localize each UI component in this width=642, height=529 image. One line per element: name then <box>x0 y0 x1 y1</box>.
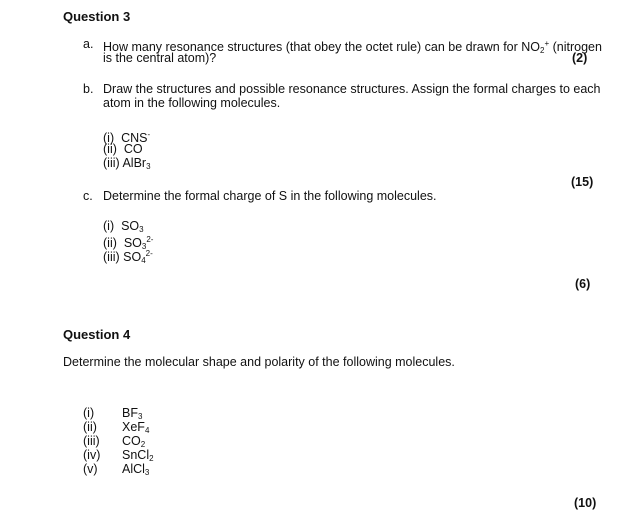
q4-item-num: (iii) <box>83 434 100 448</box>
q3b-item: (iii) AlBr$_3$ <box>103 156 151 171</box>
q4-item-num: (iv) <box>83 448 101 462</box>
q3b-line1: Draw the structures and possible resonance structures. Assign the formal charges to each <box>103 82 601 96</box>
q4-item-formula: SnCl$_2$ <box>122 448 154 463</box>
q4-item-formula: AlCl$_3$ <box>122 462 150 477</box>
question-4-title: Question 4 <box>63 327 131 342</box>
q4-item-num: (ii) <box>83 420 97 434</box>
q4-item-formula: $CO_2$ <box>122 434 146 449</box>
q3a-letter: a. <box>83 37 94 51</box>
q3c-item: (ii) $SO_3^{2-}$ <box>103 235 154 251</box>
q4-item-formula: $BF_3$ <box>122 406 143 421</box>
q4-text: Determine the molecular shape and polarity of the following molecules. <box>63 355 455 369</box>
q4-item-formula: XeF$_4$ <box>122 420 150 435</box>
q3a-marks: (2) <box>572 51 588 65</box>
q4-item-num: (i) <box>83 406 95 420</box>
q3c-item: (i) $SO_3$ <box>103 219 144 234</box>
q3a-line1: How many resonance structures (that obey the octet rule) can be drawn for $NO_2^+$ (nitrogen <box>103 39 602 55</box>
q3c-marks: (6) <box>575 277 591 291</box>
q3b-item: (i) CNS- <box>103 130 151 145</box>
q3a-line2: is the central atom)? <box>103 51 217 65</box>
q3b-line2: atom in the following molecules. <box>103 96 281 110</box>
q3b-letter: b. <box>83 82 94 96</box>
q3c-text: Determine the formal charge of S in the following molecules. <box>103 189 437 203</box>
q3b-marks: (15) <box>571 175 594 189</box>
q3b-item: (ii) CO <box>103 142 143 156</box>
q4-marks: (10) <box>574 496 597 510</box>
q3c-letter: c. <box>83 189 93 203</box>
question-3-title: Question 3 <box>63 9 131 24</box>
q3c-item: (iii) $SO_4^{2-}$ <box>103 249 153 265</box>
q4-item-num: (v) <box>83 462 98 476</box>
